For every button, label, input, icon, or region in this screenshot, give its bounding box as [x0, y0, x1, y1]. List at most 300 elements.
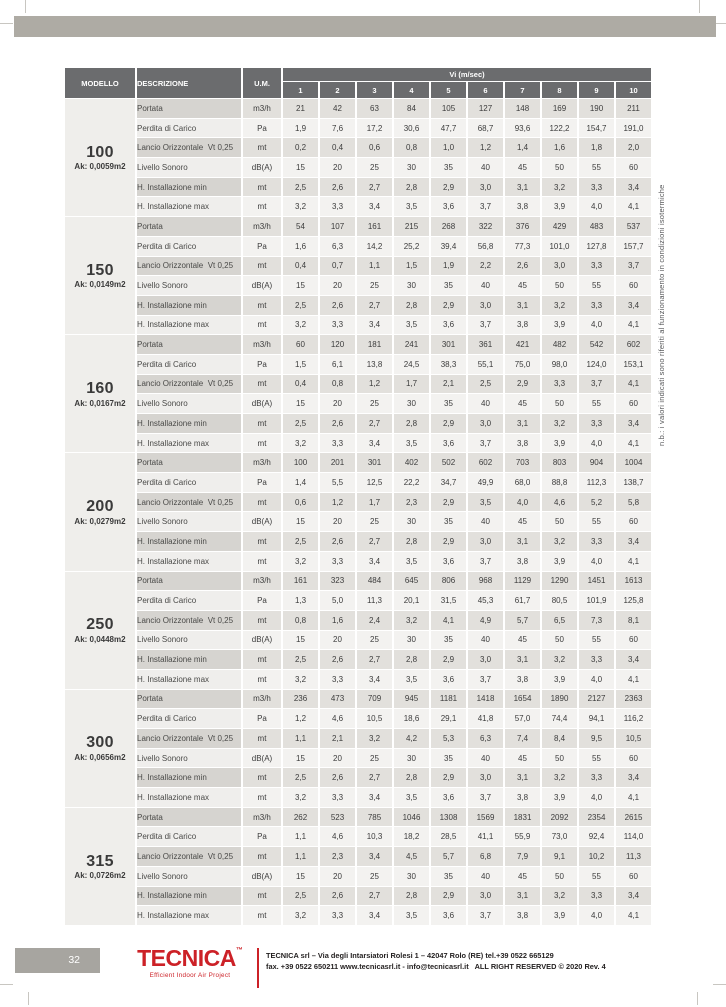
row-unit: mt: [243, 552, 281, 571]
value-cell: 3,0: [468, 650, 503, 669]
value-cell: 2,6: [320, 768, 355, 787]
row-unit: mt: [243, 493, 281, 512]
value-cell: 236: [283, 690, 318, 709]
value-cell: 191,0: [616, 119, 651, 138]
value-cell: 3,3: [320, 670, 355, 689]
value-cell: 5,7: [431, 847, 466, 866]
row-label: Perdita di Carico: [137, 591, 241, 610]
row-label: Livello Sonoro: [137, 394, 241, 413]
value-cell: 3,8: [505, 670, 540, 689]
value-cell: 56,8: [468, 237, 503, 256]
row-label: Perdita di Carico: [137, 355, 241, 374]
value-cell: 18,6: [394, 709, 429, 728]
value-cell: 20: [320, 512, 355, 531]
row-unit: m3/h: [243, 99, 281, 118]
row-unit: Pa: [243, 591, 281, 610]
value-cell: 127,8: [579, 237, 614, 256]
value-cell: 30: [394, 276, 429, 295]
row-unit: dB(A): [243, 158, 281, 177]
table-row: [65, 158, 651, 177]
table-row: [65, 414, 651, 433]
value-cell: 4,6: [542, 493, 577, 512]
value-cell: 301: [431, 335, 466, 354]
model-cell: [65, 453, 135, 570]
value-cell: 1831: [505, 808, 540, 827]
value-cell: 2,7: [357, 768, 392, 787]
value-cell: 3,4: [616, 887, 651, 906]
value-cell: 2,5: [283, 532, 318, 551]
table-row: [65, 867, 651, 886]
value-cell: 3,1: [505, 178, 540, 197]
value-cell: 2,8: [394, 296, 429, 315]
row-label: H. Installazione min: [137, 414, 241, 433]
table-row: [65, 690, 651, 709]
value-cell: 2,9: [431, 887, 466, 906]
value-cell: 20,1: [394, 591, 429, 610]
value-cell: 483: [579, 217, 614, 236]
row-label: H. Installazione max: [137, 906, 241, 925]
value-cell: 402: [394, 453, 429, 472]
row-unit: mt: [243, 257, 281, 276]
value-cell: 2,9: [431, 650, 466, 669]
header-vi-group: Vi (m/sec): [283, 68, 651, 81]
table-row: [65, 827, 651, 846]
row-unit: dB(A): [243, 867, 281, 886]
value-cell: 25: [357, 158, 392, 177]
row-unit: m3/h: [243, 572, 281, 591]
value-cell: 45: [505, 749, 540, 768]
value-cell: 2,0: [616, 138, 651, 157]
value-cell: 3,9: [542, 906, 577, 925]
value-cell: 4,1: [616, 788, 651, 807]
value-cell: 2,6: [320, 296, 355, 315]
value-cell: 80,5: [542, 591, 577, 610]
value-cell: 10,5: [616, 729, 651, 748]
value-cell: 3,3: [579, 650, 614, 669]
value-cell: 181: [357, 335, 392, 354]
value-cell: 3,4: [616, 178, 651, 197]
value-cell: 3,5: [394, 552, 429, 571]
row-unit: mt: [243, 138, 281, 157]
value-cell: 4,6: [320, 709, 355, 728]
value-cell: 211: [616, 99, 651, 118]
value-cell: 10,5: [357, 709, 392, 728]
value-cell: 3,4: [616, 768, 651, 787]
row-label: H. Installazione max: [137, 434, 241, 453]
value-cell: 2,6: [320, 887, 355, 906]
row-unit: mt: [243, 178, 281, 197]
value-cell: 602: [468, 453, 503, 472]
value-cell: 4,0: [579, 552, 614, 571]
value-cell: 5,3: [431, 729, 466, 748]
value-cell: 3,2: [283, 434, 318, 453]
value-cell: 25: [357, 276, 392, 295]
value-cell: 3,8: [505, 197, 540, 216]
value-cell: 60: [616, 512, 651, 531]
value-cell: 124,0: [579, 355, 614, 374]
value-cell: 2,1: [320, 729, 355, 748]
value-cell: 105: [431, 99, 466, 118]
value-cell: 50: [542, 276, 577, 295]
value-cell: 7,4: [505, 729, 540, 748]
table-row: [65, 670, 651, 689]
value-cell: 2,8: [394, 650, 429, 669]
table-row: [65, 434, 651, 453]
value-cell: 4,1: [616, 375, 651, 394]
model-cell: [65, 690, 135, 807]
value-cell: 323: [320, 572, 355, 591]
value-cell: 161: [283, 572, 318, 591]
value-cell: 40: [468, 512, 503, 531]
value-cell: 45: [505, 867, 540, 886]
value-cell: 3,1: [505, 532, 540, 551]
value-cell: 3,8: [505, 552, 540, 571]
value-cell: 101,0: [542, 237, 577, 256]
model-block-200: [65, 453, 651, 570]
footer-divider: [257, 948, 259, 988]
value-cell: 3,6: [431, 316, 466, 335]
value-cell: 1613: [616, 572, 651, 591]
table-row: [65, 768, 651, 787]
value-cell: 6,3: [468, 729, 503, 748]
value-cell: 161: [357, 217, 392, 236]
row-label: Lancio Orizzontale Vt 0,25: [137, 257, 241, 276]
value-cell: 1,1: [283, 827, 318, 846]
row-unit: mt: [243, 375, 281, 394]
table-row: [65, 119, 651, 138]
value-cell: 39,4: [431, 237, 466, 256]
row-label: Lancio Orizzontale Vt 0,25: [137, 847, 241, 866]
value-cell: 3,2: [542, 650, 577, 669]
value-cell: 50: [542, 631, 577, 650]
value-cell: 35: [431, 394, 466, 413]
table-row: [65, 906, 651, 925]
table-row: [65, 257, 651, 276]
value-cell: 31,5: [431, 591, 466, 610]
value-cell: 122,2: [542, 119, 577, 138]
value-cell: 10,3: [357, 827, 392, 846]
table-row: [65, 650, 651, 669]
value-cell: 15: [283, 276, 318, 295]
value-cell: 3,7: [468, 670, 503, 689]
top-bar: [14, 16, 716, 37]
value-cell: 0,8: [320, 375, 355, 394]
value-cell: 55: [579, 512, 614, 531]
row-label: Lancio Orizzontale Vt 0,25: [137, 729, 241, 748]
value-cell: 30: [394, 394, 429, 413]
footer-address: [266, 951, 706, 972]
value-cell: 60: [616, 158, 651, 177]
value-cell: 3,8: [505, 788, 540, 807]
performance-table: [63, 67, 653, 926]
value-cell: 2,6: [320, 650, 355, 669]
value-cell: 9,5: [579, 729, 614, 748]
value-cell: 11,3: [616, 847, 651, 866]
value-cell: 94,1: [579, 709, 614, 728]
header-vi-col: 4: [394, 82, 429, 98]
value-cell: 262: [283, 808, 318, 827]
value-cell: 1,2: [357, 375, 392, 394]
value-cell: 3,7: [579, 375, 614, 394]
value-cell: 4,1: [616, 670, 651, 689]
value-cell: 2,5: [468, 375, 503, 394]
table-row: [65, 178, 651, 197]
row-label: Lancio Orizzontale Vt 0,25: [137, 493, 241, 512]
value-cell: 4,1: [616, 434, 651, 453]
value-cell: 138,7: [616, 473, 651, 492]
value-cell: 2,9: [431, 296, 466, 315]
table-row: [65, 355, 651, 374]
value-cell: 2,7: [357, 178, 392, 197]
crop-mark: [28, 992, 29, 1005]
value-cell: 2,9: [431, 178, 466, 197]
value-cell: 803: [542, 453, 577, 472]
header-vi-col: 9: [579, 82, 614, 98]
value-cell: 3,9: [542, 316, 577, 335]
value-cell: 523: [320, 808, 355, 827]
value-cell: 45: [505, 394, 540, 413]
value-cell: 55: [579, 749, 614, 768]
value-cell: 376: [505, 217, 540, 236]
value-cell: 1,2: [283, 709, 318, 728]
value-cell: 2,9: [431, 493, 466, 512]
value-cell: 45: [505, 158, 540, 177]
value-cell: 3,0: [468, 178, 503, 197]
table-row: [65, 276, 651, 295]
value-cell: 3,7: [468, 434, 503, 453]
table-row: [65, 138, 651, 157]
row-label: Livello Sonoro: [137, 631, 241, 650]
value-cell: 157,7: [616, 237, 651, 256]
row-label: Portata: [137, 217, 241, 236]
value-cell: 3,0: [468, 768, 503, 787]
value-cell: 537: [616, 217, 651, 236]
value-cell: 3,4: [357, 847, 392, 866]
value-cell: 55: [579, 867, 614, 886]
value-cell: 55: [579, 394, 614, 413]
value-cell: 20: [320, 631, 355, 650]
value-cell: 127: [468, 99, 503, 118]
value-cell: 98,0: [542, 355, 577, 374]
value-cell: 28,5: [431, 827, 466, 846]
value-cell: 60: [616, 631, 651, 650]
value-cell: 1308: [431, 808, 466, 827]
model-name: 100: [86, 143, 114, 161]
value-cell: 2127: [579, 690, 614, 709]
value-cell: 3,2: [542, 296, 577, 315]
value-cell: 25: [357, 394, 392, 413]
model-block-160: [65, 335, 651, 452]
value-cell: 968: [468, 572, 503, 591]
value-cell: 169: [542, 99, 577, 118]
row-unit: dB(A): [243, 631, 281, 650]
table-row: [65, 611, 651, 630]
value-cell: 11,3: [357, 591, 392, 610]
value-cell: 1654: [505, 690, 540, 709]
value-cell: 3,2: [542, 414, 577, 433]
value-cell: 3,3: [320, 788, 355, 807]
value-cell: 1,1: [357, 257, 392, 276]
value-cell: 4,5: [394, 847, 429, 866]
value-cell: 703: [505, 453, 540, 472]
header-modello: MODELLO: [65, 68, 135, 98]
model-ak: Ak: 0,0149m2: [74, 280, 126, 290]
value-cell: 60: [283, 335, 318, 354]
value-cell: 3,3: [579, 414, 614, 433]
value-cell: 54: [283, 217, 318, 236]
value-cell: 602: [616, 335, 651, 354]
value-cell: 55: [579, 276, 614, 295]
value-cell: 6,8: [468, 847, 503, 866]
value-cell: 2,7: [357, 414, 392, 433]
table-row: [65, 197, 651, 216]
value-cell: 1,9: [283, 119, 318, 138]
value-cell: 3,3: [320, 197, 355, 216]
value-cell: 3,7: [468, 316, 503, 335]
table-row: [65, 552, 651, 571]
value-cell: 45: [505, 631, 540, 650]
value-cell: 93,6: [505, 119, 540, 138]
model-name: 150: [86, 261, 114, 279]
table-row: [65, 493, 651, 512]
value-cell: 15: [283, 394, 318, 413]
model-cell: [65, 217, 135, 334]
value-cell: 3,4: [357, 788, 392, 807]
value-cell: 3,1: [505, 414, 540, 433]
value-cell: 18,2: [394, 827, 429, 846]
table-row: [65, 453, 651, 472]
value-cell: 4,1: [616, 197, 651, 216]
value-cell: 30,6: [394, 119, 429, 138]
value-cell: 15: [283, 158, 318, 177]
value-cell: 904: [579, 453, 614, 472]
value-cell: 60: [616, 276, 651, 295]
value-cell: 421: [505, 335, 540, 354]
value-cell: 120: [320, 335, 355, 354]
value-cell: 6,5: [542, 611, 577, 630]
value-cell: 40: [468, 394, 503, 413]
value-cell: 1,4: [283, 473, 318, 492]
crop-mark: [0, 984, 13, 985]
table-row: [65, 631, 651, 650]
value-cell: 25: [357, 512, 392, 531]
model-ak: Ak: 0,0279m2: [74, 516, 126, 526]
value-cell: 4,0: [579, 670, 614, 689]
value-cell: 2,9: [431, 414, 466, 433]
crop-mark: [713, 984, 726, 985]
value-cell: 0,6: [357, 138, 392, 157]
row-unit: mt: [243, 847, 281, 866]
model-cell: [65, 572, 135, 689]
value-cell: 3,0: [468, 414, 503, 433]
value-cell: 30: [394, 631, 429, 650]
value-cell: 1,8: [579, 138, 614, 157]
value-cell: 3,2: [283, 906, 318, 925]
value-cell: 3,4: [616, 296, 651, 315]
value-cell: 482: [542, 335, 577, 354]
value-cell: 25: [357, 867, 392, 886]
model-name: 300: [86, 734, 114, 752]
value-cell: 35: [431, 512, 466, 531]
value-cell: 2,6: [505, 257, 540, 276]
value-cell: 0,4: [283, 375, 318, 394]
row-label: Lancio Orizzontale Vt 0,25: [137, 611, 241, 630]
header-vi-col: 8: [542, 82, 577, 98]
row-unit: mt: [243, 316, 281, 335]
row-label: Lancio Orizzontale Vt 0,25: [137, 138, 241, 157]
table-row: [65, 217, 651, 236]
value-cell: 3,4: [357, 906, 392, 925]
row-unit: m3/h: [243, 335, 281, 354]
value-cell: 2,8: [394, 768, 429, 787]
value-cell: 3,5: [394, 197, 429, 216]
value-cell: 4,9: [468, 611, 503, 630]
value-cell: 361: [468, 335, 503, 354]
value-cell: 14,2: [357, 237, 392, 256]
value-cell: 3,4: [357, 552, 392, 571]
header-um: U.M.: [243, 68, 281, 98]
value-cell: 8,4: [542, 729, 577, 748]
value-cell: 107: [320, 217, 355, 236]
table-row: [65, 709, 651, 728]
row-label: Perdita di Carico: [137, 473, 241, 492]
value-cell: 3,5: [394, 788, 429, 807]
row-label: Perdita di Carico: [137, 709, 241, 728]
value-cell: 3,7: [616, 257, 651, 276]
value-cell: 3,2: [542, 532, 577, 551]
model-ak: Ak: 0,0656m2: [74, 752, 126, 762]
value-cell: 60: [616, 394, 651, 413]
row-label: Livello Sonoro: [137, 867, 241, 886]
value-cell: 35: [431, 158, 466, 177]
value-cell: 1,6: [283, 237, 318, 256]
value-cell: 3,7: [468, 197, 503, 216]
value-cell: 3,6: [431, 670, 466, 689]
value-cell: 25: [357, 749, 392, 768]
row-unit: m3/h: [243, 808, 281, 827]
value-cell: 2,8: [394, 414, 429, 433]
value-cell: 3,5: [394, 316, 429, 335]
value-cell: 15: [283, 512, 318, 531]
value-cell: 50: [542, 512, 577, 531]
table-row: [65, 591, 651, 610]
value-cell: 3,6: [431, 906, 466, 925]
header-descrizione: DESCRIZIONE: [137, 68, 241, 98]
value-cell: 45,3: [468, 591, 503, 610]
value-cell: 40: [468, 276, 503, 295]
value-cell: 2,8: [394, 178, 429, 197]
crop-mark: [25, 0, 26, 13]
model-block-100: [65, 99, 651, 216]
value-cell: 3,2: [542, 178, 577, 197]
value-cell: 7,6: [320, 119, 355, 138]
value-cell: 3,8: [505, 906, 540, 925]
value-cell: 2615: [616, 808, 651, 827]
header-vi-col: 10: [616, 82, 651, 98]
table-row: [65, 296, 651, 315]
value-cell: 4,1: [616, 552, 651, 571]
value-cell: 3,3: [579, 178, 614, 197]
logo-text: TECNICA: [137, 945, 236, 971]
row-label: H. Installazione min: [137, 178, 241, 197]
value-cell: 25,2: [394, 237, 429, 256]
row-label: Portata: [137, 335, 241, 354]
row-label: Portata: [137, 99, 241, 118]
model-block-150: [65, 217, 651, 334]
value-cell: 3,4: [616, 532, 651, 551]
value-cell: 3,0: [468, 296, 503, 315]
value-cell: 35: [431, 631, 466, 650]
